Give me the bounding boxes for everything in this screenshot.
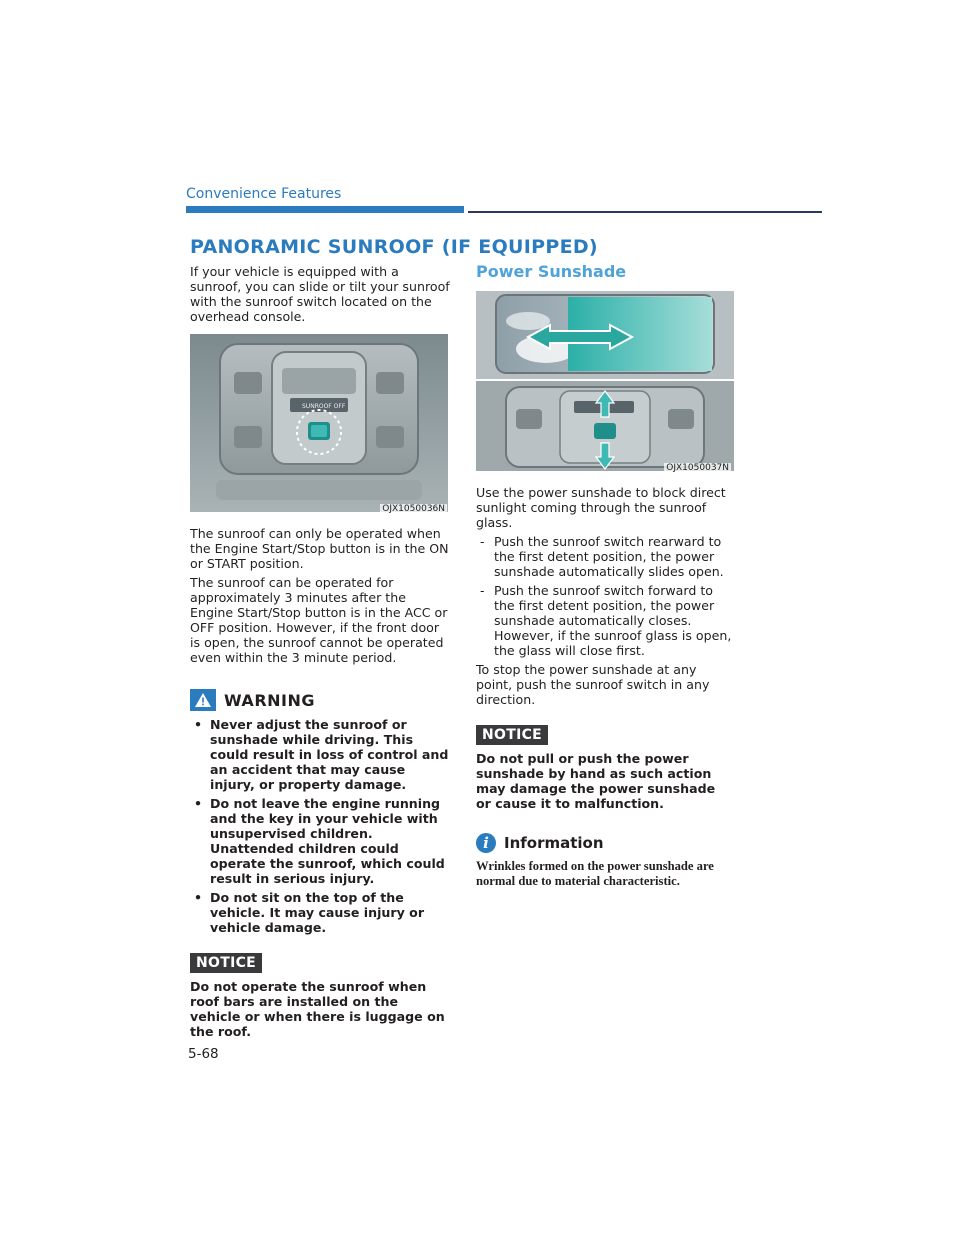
intro-paragraph: If your vehicle is equipped with a sunroof, you can slide or tilt your sunroof with the sunroof switch located on the overhead console.	[190, 264, 450, 324]
warning-item: • Do not sit on the top of the vehicle. It may cause injury or vehicle damage.	[190, 890, 450, 935]
information-title: Information	[504, 834, 604, 852]
overhead-console-image	[190, 334, 448, 512]
figure-code: OJX1050036N	[382, 504, 445, 514]
warning-item: • Never adjust the sunroof or sunshade while driving. This could result in loss of control and an accident that may cause injury, or property damage.	[190, 717, 450, 792]
warning-title: WARNING	[224, 690, 315, 710]
sunshade-steps	[476, 534, 734, 658]
sunshade-paragraph-2: To stop the power sunshade at any point, push the sunroof switch in any direction.	[476, 662, 710, 707]
operation-paragraph-2: The sunroof can be operated for approximately 3 minutes after the Engine Start/Stop button is in the ACC or OFF position. However, if the front door is open, the sunroof cannot be operated even within the 3 minute period.	[190, 575, 448, 665]
warning-triangle-icon	[190, 689, 216, 711]
warning-item: • Do not leave the engine running and the key in your vehicle with unsupervised children. Unattended children could operate the sunroof, which could result in serious injury.	[190, 796, 450, 886]
overhead-console-figure	[190, 334, 450, 516]
right-column	[476, 262, 734, 889]
header-bar-accent	[186, 206, 464, 213]
section-title: PANORAMIC SUNROOF (IF EQUIPPED)	[190, 236, 598, 258]
information-header	[476, 833, 734, 853]
warning-list	[190, 717, 450, 935]
operation-paragraph-1: The sunroof can only be operated when the Engine Start/Stop button is in the ON or START position.	[190, 526, 449, 571]
figure-code: OJX1050037N	[666, 463, 729, 473]
power-sunshade-image	[476, 291, 734, 471]
sunshade-step: - Push the sunroof switch rearward to the first detent position, the power sunshade automatically slides open.	[476, 534, 734, 579]
warning-header	[190, 689, 450, 711]
left-column	[190, 264, 450, 1039]
notice-badge: NOTICE	[190, 953, 262, 973]
information-text: Wrinkles formed on the power sunshade are normal due to material characteristic.	[476, 859, 714, 888]
notice-text: Do not pull or push the power sunshade by hand as such action may damage the power sunshade or cause it to malfunction.	[476, 751, 716, 811]
subsection-title: Power Sunshade	[476, 262, 627, 281]
sunshade-step: - Push the sunroof switch forward to the first detent position, the power sunshade automatically closes. However, if the sunroof glass is open, the glass will close first.	[476, 583, 734, 658]
svg-text:SUNROOF OFF: SUNROOF OFF	[302, 403, 346, 410]
header-bar-rule	[468, 211, 822, 213]
page-number: 5-68	[188, 1046, 219, 1062]
info-icon: i	[476, 833, 496, 853]
notice-text: Do not operate the sunroof when roof bars are installed on the vehicle or when there is luggage on the roof.	[190, 979, 445, 1039]
power-sunshade-figure	[476, 291, 734, 475]
notice-badge: NOTICE	[476, 725, 548, 745]
sunshade-paragraph-1: Use the power sunshade to block direct sunlight coming through the sunroof glass.	[476, 485, 726, 530]
header-chapter-title: Convenience Features	[186, 186, 342, 202]
